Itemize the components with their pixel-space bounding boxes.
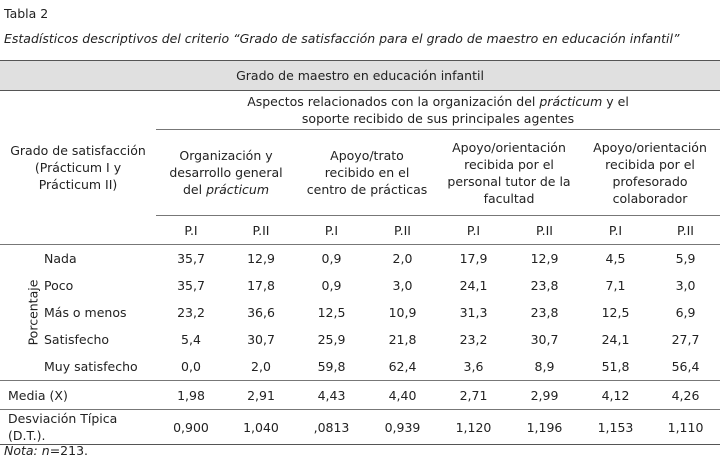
table-cell: 17,9 [438,245,509,273]
table-cell: 4,40 [367,381,438,410]
aspects-header-line1-post: y el [602,94,629,109]
table-cell: 1,110 [651,410,720,445]
table-cell: 23,2 [459,332,488,347]
table-cell: 0,939 [367,410,438,445]
group-line: del [182,182,207,197]
note-n-value: =213. [49,443,89,458]
table-cell: 21,8 [388,332,417,347]
satisfaction-header-line1: Grado de satisfacción [10,143,146,158]
table-cell: 2,0 [367,245,438,273]
sub-header-cell: P.II [677,222,694,238]
table-cell: 62,4 [388,359,417,374]
table-cell: 2,91 [226,381,296,410]
table-cell: 7,1 [605,278,626,293]
group-line: profesorado [612,173,688,189]
table-cell: 10,9 [388,305,417,320]
note-n-var: n [41,443,50,458]
sub-header-cell: P.II [536,222,553,238]
table-cell: 1,120 [438,410,509,445]
table-cell: 30,7 [530,332,559,347]
group-line: recibido en el [324,165,410,180]
aspects-header-line1-em: prácticum [539,94,603,109]
group-line: centro de prácticas [306,182,428,197]
sub-header-cell: P.II [394,222,411,238]
table-cell: 1,196 [509,410,580,445]
group-line: Apoyo/trato [330,148,404,163]
table-cell: 23,8 [530,305,559,320]
table-cell: 3,0 [675,278,696,293]
group-line: Organización y [179,148,273,163]
table-cell: 23,2 [177,305,205,320]
table-row [0,381,720,410]
note-label: Nota: [4,443,38,458]
table-cell: 5,9 [651,245,720,273]
group-line: Apoyo/orientación [452,139,566,155]
table-cell: ,0813 [296,410,367,445]
table-cell: 3,6 [463,359,484,374]
table-cell: 1,153 [580,410,651,445]
table-cell: 35,7 [177,278,205,293]
table-cell: 8,9 [534,359,555,374]
table-row [0,410,720,445]
group-line: recibida por el [464,156,554,172]
sub-header-cell: P.I [466,222,481,238]
group-line: desarrollo general [169,165,283,180]
aspects-header-line2: soporte recibido de sus principales agentes [301,111,575,126]
group-header-centre-support [296,130,438,216]
row-label: Nada [32,245,156,273]
satisfaction-header [0,91,156,245]
table-cell: 30,7 [247,332,275,347]
group-line: facultad [483,190,535,206]
statistics-table [0,60,720,445]
table-cell: 5,4 [181,332,201,347]
table-cell: 1,040 [226,410,296,445]
group-line: recibida por el [605,156,695,172]
table-cell: 12,5 [317,305,346,320]
table-cell: 17,8 [247,278,275,293]
group-header-organization [156,130,296,216]
group-header-collaborating-teacher [580,130,720,216]
table-cell: 2,71 [438,381,509,410]
table-cell: 3,0 [392,278,413,293]
percent-label-cell [0,245,41,381]
table-cell: 4,26 [651,381,720,410]
table-cell: 4,12 [580,381,651,410]
table-cell: 12,5 [601,305,630,320]
degree-header: Grado de maestro en educación infantil [0,61,720,91]
table-cell: 4,43 [296,381,367,410]
table-cell: 36,6 [247,305,275,320]
table-cell: 12,9 [226,245,296,273]
group-line: colaborador [612,190,688,206]
table-row [0,326,720,353]
group-header-faculty-tutor [438,130,580,216]
sub-header-cell: P.I [184,222,198,238]
table-cell: 56,4 [671,359,700,374]
table-row [0,353,720,381]
table-cell: 6,9 [675,305,696,320]
table-cell: 4,5 [580,245,651,273]
table-cell: 31,3 [459,305,488,320]
table-label: Tabla 2 [4,6,49,21]
table-cell: 25,9 [317,332,346,347]
aspects-header [156,91,720,130]
table-cell: 2,0 [251,359,271,374]
stat-label: Desviación Típica (D.T.). [0,410,156,445]
table-cell: 0,9 [321,278,342,293]
table-cell: 51,8 [601,359,630,374]
stat-label: Media (X) [0,381,156,410]
sub-header-cell: P.II [252,222,270,238]
table-cell: 35,7 [156,245,226,273]
row-label: Poco [44,278,74,293]
table-row [0,272,720,299]
row-label: Muy satisfecho [44,359,138,374]
group-line: personal tutor de la [447,173,571,189]
table-cell: 24,1 [459,278,488,293]
table-cell: 23,8 [530,278,559,293]
sub-header-cell: P.I [324,222,339,238]
table-cell: 12,9 [509,245,580,273]
table-cell: 27,7 [671,332,700,347]
table-row [0,299,720,326]
group-line-em: prácticum [206,182,270,197]
table-row [0,245,720,273]
percent-label: Porcentaje [25,279,41,346]
table-cell: 0,9 [296,245,367,273]
aspects-header-line1-pre: Aspectos relacionados con la organización del [247,94,540,109]
group-line: Apoyo/orientación [593,139,707,155]
table-cell: 59,8 [317,359,346,374]
sub-header-cell: P.I [608,222,623,238]
table-cell: 2,99 [509,381,580,410]
table-cell: 24,1 [601,332,630,347]
table-note [4,443,88,458]
row-label: Más o menos [44,305,127,320]
table-cell: 0,900 [156,410,226,445]
satisfaction-header-line3: Prácticum II) [38,177,118,192]
row-label: Satisfecho [44,332,110,347]
table-cell: 0,0 [181,359,201,374]
table-cell: 1,98 [156,381,226,410]
satisfaction-header-line2: (Prácticum I y [34,160,122,175]
table-caption: Estadísticos descriptivos del criterio “Grado de satisfacción para el grado de maestro en educación infantil” [4,31,680,46]
